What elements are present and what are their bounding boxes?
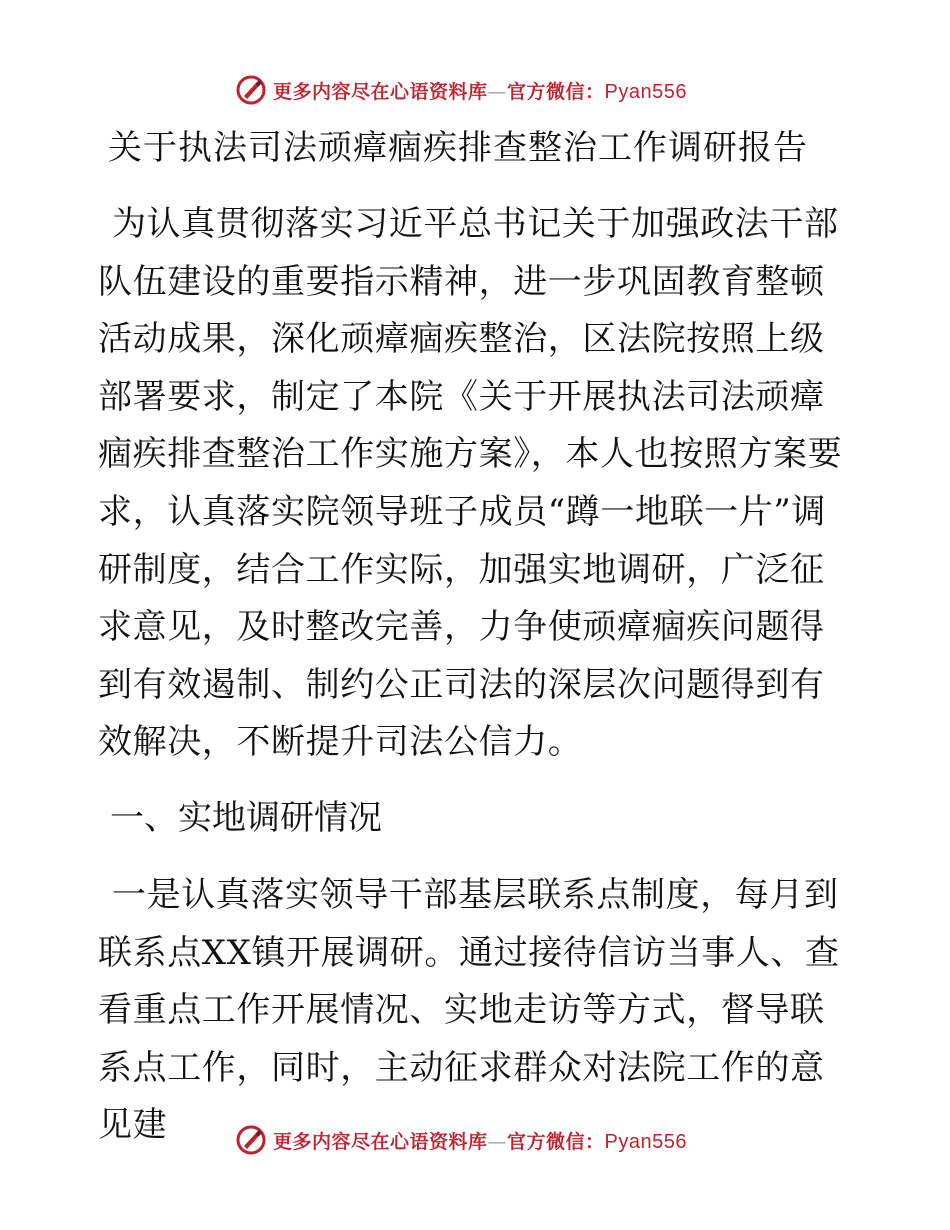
watermark-dash: — — [487, 1130, 508, 1153]
document-title: 关于执法司法顽瘴痼疾排查整治工作调研报告 — [108, 128, 808, 168]
section-heading-1: 一、实地调研情况 — [110, 798, 382, 838]
watermark-header — [235, 70, 687, 110]
pen-circle-logo-icon — [235, 1124, 267, 1156]
paragraph-intro: 为认真贯彻落实习近平总书记关于加强政法干部队伍建设的重要指示精神，进一步巩固教育整顿活动成果，深化顽瘴痼疾整治，区法院按照上级部署要求，制定了本院《关于开展执法司法顽瘴痼疾排查整治工作实施方案》，本人也按照方案要求，认真落实院领导班子成员“蹲一地联一片”调研制度，结合工作实际，加强实地调研，广泛征求意见，及时整改完善，力争使顽瘴痼疾问题得到有效遏制、制约公正司法的深层次问题得到有效解决，不断提升司法公信力。 — [98, 204, 843, 763]
watermark-id: Pyan556 — [604, 1130, 687, 1153]
watermark-channel: 官方微信： — [507, 80, 605, 103]
watermark-channel: 官方微信： — [507, 1130, 605, 1153]
paragraph-section1: 一是认真落实领导干部基层联系点制度，每月到联系点XX镇开展调研。通过接待信访当事人、查看重点工作开展情况、实地走访等方式，督导联系点工作，同时，主动征求群众对法院工作的意见建 — [98, 875, 840, 1146]
watermark-dash: — — [487, 80, 508, 103]
pen-circle-logo-icon — [235, 74, 267, 106]
watermark-brand: 更多内容尽在心语资料库 — [273, 80, 488, 103]
watermark-text — [273, 1127, 687, 1154]
watermark-id: Pyan556 — [604, 80, 687, 103]
watermark-brand: 更多内容尽在心语资料库 — [273, 1130, 488, 1153]
watermark-footer — [235, 1120, 687, 1160]
watermark-text — [273, 77, 687, 104]
